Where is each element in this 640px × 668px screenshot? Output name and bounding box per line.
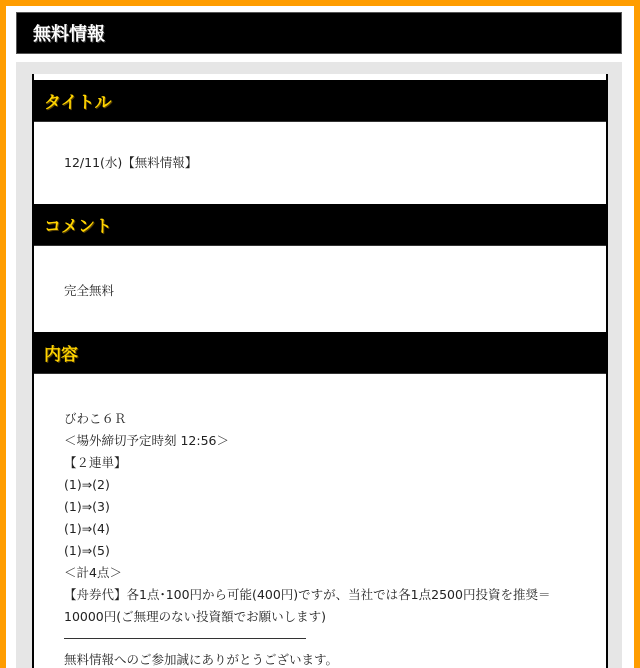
page-header [16, 12, 622, 54]
section-title-header [34, 80, 606, 122]
content-line: (1)⇒(5) [64, 543, 110, 558]
content-line: 【舟券代】各1点･100円から可能(400円)ですが、当社では各1点2500円投資を推奨＝ [64, 587, 551, 602]
title-text: 12/11(水)【無料情報】 [64, 155, 198, 170]
info-card [32, 74, 608, 668]
thanks-text: 無料情報へのご参加誠にありがとうございます。 [64, 652, 339, 667]
page-title: 無料情報 [33, 24, 105, 45]
content-line: 10000円(ご無理のない投資額でお願いします) [64, 609, 327, 624]
content-line: ＜場外締切予定時刻 12:56＞ [64, 433, 229, 448]
section-comment-header [34, 204, 606, 246]
content-line: (1)⇒(3) [64, 499, 110, 514]
section-content-body [34, 408, 606, 668]
section-comment-body [34, 280, 606, 302]
content-line: 【２連単】 [64, 455, 127, 470]
section-content-header [34, 332, 606, 374]
content-line: (1)⇒(2) [64, 477, 110, 492]
divider-rule [64, 638, 306, 639]
content-line: (1)⇒(4) [64, 521, 110, 536]
comment-text: 完全無料 [64, 283, 115, 298]
content-line: ＜計4点＞ [64, 565, 122, 580]
section-content-label: 内容 [44, 345, 78, 365]
section-comment-label: コメント [44, 217, 112, 237]
section-title-label: タイトル [44, 93, 112, 113]
content-line: びわこ６Ｒ [64, 411, 127, 426]
section-title-body [34, 152, 606, 174]
page-frame [6, 6, 634, 668]
content-panel [16, 62, 622, 668]
